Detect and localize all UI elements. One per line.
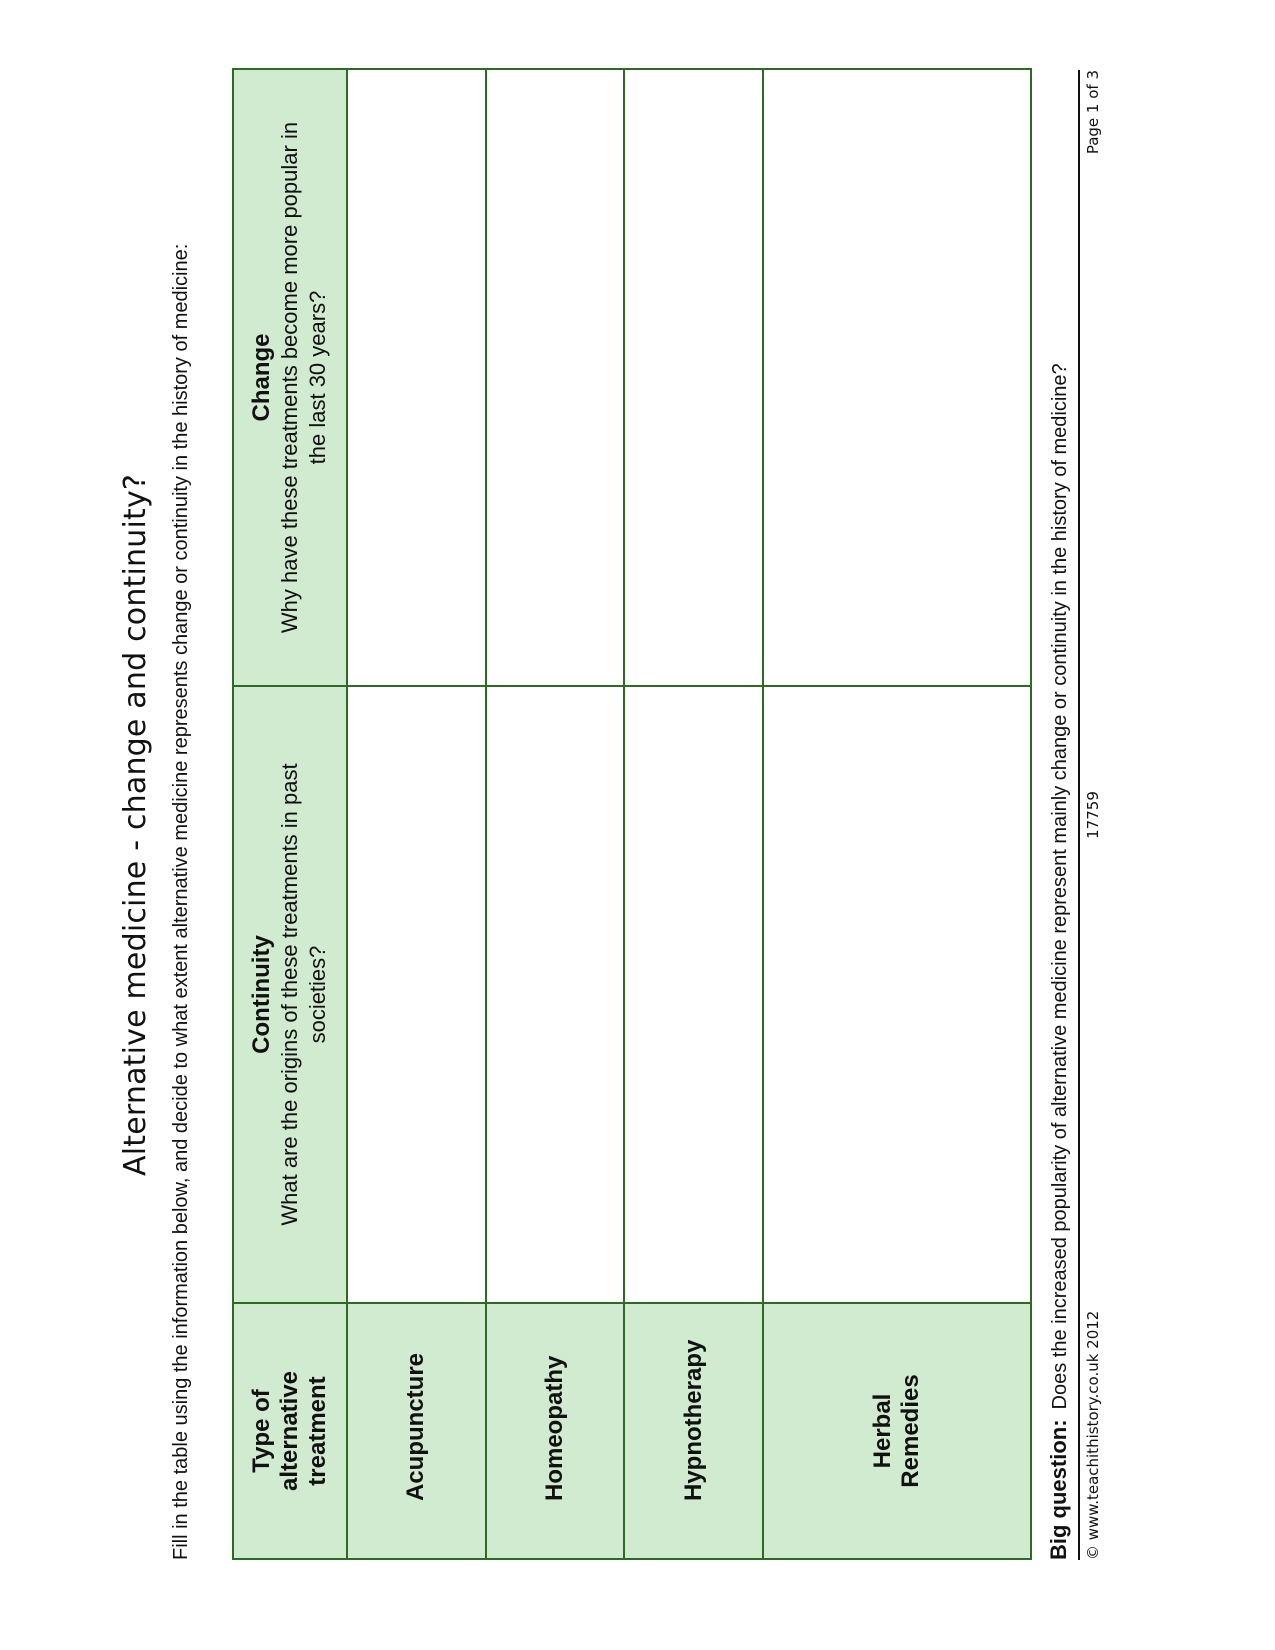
footer-page-number: Page 1 of 3 <box>1084 70 1102 155</box>
cell-continuity-acupuncture[interactable] <box>347 686 486 1303</box>
row-label-text: Herbal Remedies <box>868 1374 924 1488</box>
cell-change-hypnotherapy[interactable] <box>624 69 763 686</box>
footer-copyright: © www.teachithistory.co.uk 2012 <box>1084 1310 1102 1560</box>
cell-change-acupuncture[interactable] <box>347 69 486 686</box>
table-header-row <box>233 69 347 1559</box>
cell-change-herbal-remedies[interactable] <box>763 69 1031 686</box>
row-label-text: Homeopathy <box>540 1355 568 1501</box>
table-row <box>624 69 763 1559</box>
header-continuity-question: What are the origins of these treatments in past societies? <box>277 763 330 1226</box>
header-change-title: Change <box>248 333 275 422</box>
row-label-text: Hypnotherapy <box>679 1339 707 1501</box>
worksheet-table <box>232 68 1032 1560</box>
table-row <box>763 69 1031 1559</box>
row-label-homeopathy <box>486 1303 625 1559</box>
cell-continuity-hypnotherapy[interactable] <box>624 686 763 1303</box>
row-label-acupuncture <box>347 1303 486 1559</box>
cell-continuity-herbal-remedies[interactable] <box>763 686 1031 1303</box>
cell-change-homeopathy[interactable] <box>486 69 625 686</box>
header-change-question: Why have these treatments become more popular in the last 30 years? <box>277 121 330 634</box>
row-label-hypnotherapy <box>624 1303 763 1559</box>
header-type-label: Type of alternative treatment <box>248 1370 331 1492</box>
big-question-label: Big question: <box>1046 1419 1071 1560</box>
header-continuity-title: Continuity <box>248 935 275 1054</box>
cell-continuity-homeopathy[interactable] <box>486 686 625 1303</box>
table-row <box>347 69 486 1559</box>
footer-resource-code: 17759 <box>1084 791 1102 839</box>
instructions-text: Fill in the table using the information below, and decide to what extent alternative medicine represents change or continuity in the history of medicine: <box>170 243 192 1560</box>
big-question <box>1046 70 1073 1560</box>
page-footer <box>1078 70 1104 1560</box>
table-row <box>486 69 625 1559</box>
row-label-text: Acupuncture <box>402 1352 430 1501</box>
page-title: Alternative medicine - change and continuity? <box>118 473 153 1177</box>
big-question-text: Does the increased popularity of alternative medicine represent mainly change or continuity in the history of medicine? <box>1049 363 1071 1410</box>
header-change <box>233 69 347 686</box>
row-label-herbal-remedies <box>763 1303 1031 1559</box>
header-continuity <box>233 686 347 1303</box>
header-type <box>233 1303 347 1559</box>
